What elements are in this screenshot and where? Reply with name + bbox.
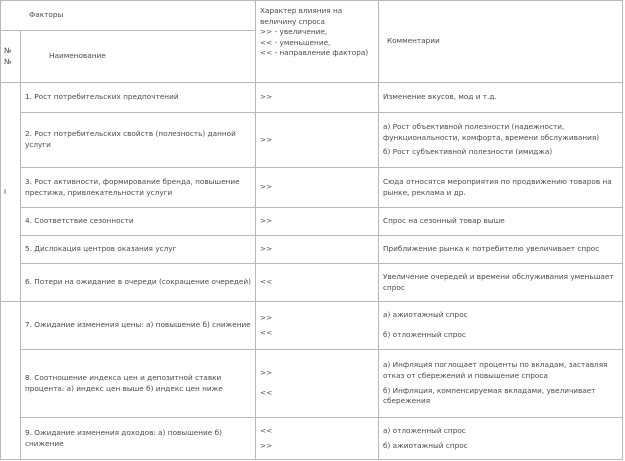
factor-effect: >>	[256, 208, 379, 236]
factor-name: 1. Рост потребительских предпочтений	[21, 83, 256, 113]
factor-comment: Приближение рынка к потребителю увеличивает спрос	[379, 236, 623, 264]
factor-comment: а) отложенный спрос б) ажиотажный спрос	[379, 418, 623, 460]
factor-name: 9. Ожидание изменения доходов: а) повышение б) снижение	[21, 418, 256, 460]
table-row-7	[1, 302, 623, 350]
table-row-1	[1, 83, 623, 113]
table-row-9	[1, 418, 623, 460]
factor-effect: >>	[256, 236, 379, 264]
factor-effect: >>	[256, 83, 379, 113]
factor-effect: >>	[256, 168, 379, 208]
factor-name: 8. Соотношение индекса цен и депозитной ставки процента: а) индекс цен выше б) индекс цен ниже	[21, 350, 256, 418]
factor-comment: Увеличение очередей и времени обслуживания уменьшает спрос	[379, 264, 623, 302]
factor-effect: >>	[256, 113, 379, 168]
factor-name: 5. Дислокация центров оказания услуг	[21, 236, 256, 264]
factor-comment: а) Рост объективной полезности (надежности, функциональности, комфорта, времени обслуживания) б) Рост субъективной полезности (имиджа)	[379, 113, 623, 168]
header-row-factors	[1, 1, 623, 31]
factor-name: 3. Рост активности, формирование бренда, повышение престижа, привлекательности услуги	[21, 168, 256, 208]
comments-header: Комментарии	[379, 1, 623, 83]
factor-effect: >> <<	[256, 302, 379, 350]
num-header: №№	[1, 31, 21, 83]
factor-name: 6. Потери на ожидание в очереди (сокращение очередей)	[21, 264, 256, 302]
group-number: I	[1, 83, 21, 302]
factor-effect: >> <<	[256, 350, 379, 418]
factor-effect: << >>	[256, 418, 379, 460]
direction-header: Характер влияния на величину спроса >> - увеличение, << - уменьшение, << - направление фактора)	[256, 1, 379, 83]
factor-comment: Изменение вкусов, мод и т.д.	[379, 83, 623, 113]
table-row-2	[1, 113, 623, 168]
factor-comment: Спрос на сезонный товар выше	[379, 208, 623, 236]
table-row-6	[1, 264, 623, 302]
table-row-8	[1, 350, 623, 418]
table-row-3	[1, 168, 623, 208]
factor-name: 7. Ожидание изменения цены: а) повышение б) снижение	[21, 302, 256, 350]
factor-effect: <<	[256, 264, 379, 302]
factor-comment: а) Инфляция поглощает проценты по вкладам, заставляя отказ от сбережений и повышение спроса б) Инфляция, компенсируемая вкладами, увеличивает сбережения	[379, 350, 623, 418]
group-number-empty	[1, 302, 21, 460]
table-row-4	[1, 208, 623, 236]
factor-name: 4. Соответствие сезонности	[21, 208, 256, 236]
factors-header: Факторы	[1, 1, 256, 31]
factor-comment: Сюда относятся мероприятия по продвижению товаров на рынке, реклама и др.	[379, 168, 623, 208]
factor-comment: а) ажиотажный спрос б) отложенный спрос	[379, 302, 623, 350]
factor-name: 2. Рост потребительских свойств (полезность) данной услуги	[21, 113, 256, 168]
table-row-5	[1, 236, 623, 264]
name-header: Наименование	[21, 31, 256, 83]
